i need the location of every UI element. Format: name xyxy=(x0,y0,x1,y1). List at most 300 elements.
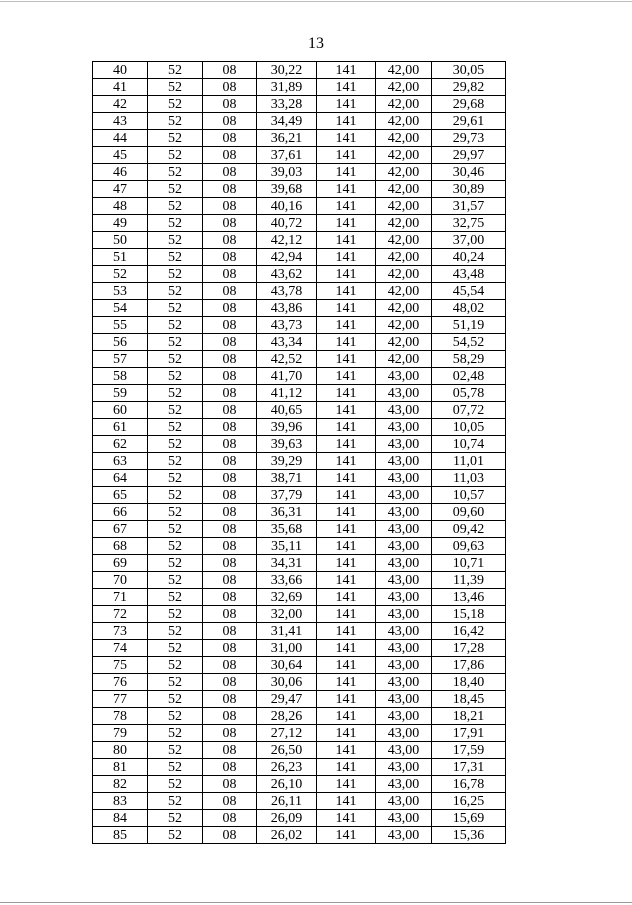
cell-lon-minutes: 42,00 xyxy=(376,79,432,96)
cell-lat-minutes: 08 xyxy=(203,232,257,249)
cell-lon-degrees: 141 xyxy=(317,725,376,742)
cell-lon-degrees: 141 xyxy=(317,215,376,232)
cell-lat-degrees: 52 xyxy=(148,249,203,266)
cell-lat-degrees: 52 xyxy=(148,419,203,436)
cell-lat-degrees: 52 xyxy=(148,810,203,827)
cell-lon-degrees: 141 xyxy=(317,793,376,810)
cell-lon-seconds: 16,25 xyxy=(432,793,506,810)
cell-lat-seconds: 30,64 xyxy=(257,657,317,674)
cell-lat-degrees: 52 xyxy=(148,232,203,249)
cell-lat-seconds: 31,41 xyxy=(257,623,317,640)
table-row xyxy=(93,572,506,589)
cell-lon-seconds: 29,68 xyxy=(432,96,506,113)
cell-lon-minutes: 43,00 xyxy=(376,674,432,691)
cell-lat-seconds: 31,00 xyxy=(257,640,317,657)
cell-lon-seconds: 05,78 xyxy=(432,385,506,402)
cell-point-number: 80 xyxy=(93,742,148,759)
cell-lat-minutes: 08 xyxy=(203,436,257,453)
cell-lon-degrees: 141 xyxy=(317,521,376,538)
cell-lon-minutes: 43,00 xyxy=(376,759,432,776)
cell-lon-degrees: 141 xyxy=(317,113,376,130)
cell-lon-degrees: 141 xyxy=(317,62,376,79)
cell-lat-seconds: 41,70 xyxy=(257,368,317,385)
cell-lat-seconds: 26,11 xyxy=(257,793,317,810)
cell-lat-degrees: 52 xyxy=(148,300,203,317)
cell-lat-seconds: 33,66 xyxy=(257,572,317,589)
cell-point-number: 47 xyxy=(93,181,148,198)
cell-point-number: 59 xyxy=(93,385,148,402)
cell-lat-minutes: 08 xyxy=(203,742,257,759)
cell-point-number: 64 xyxy=(93,470,148,487)
table-row xyxy=(93,623,506,640)
cell-point-number: 62 xyxy=(93,436,148,453)
cell-lat-seconds: 42,52 xyxy=(257,351,317,368)
cell-lon-minutes: 42,00 xyxy=(376,215,432,232)
cell-lon-minutes: 43,00 xyxy=(376,504,432,521)
cell-lon-seconds: 13,46 xyxy=(432,589,506,606)
cell-lat-seconds: 37,79 xyxy=(257,487,317,504)
cell-lon-seconds: 15,69 xyxy=(432,810,506,827)
cell-point-number: 51 xyxy=(93,249,148,266)
cell-lat-seconds: 34,31 xyxy=(257,555,317,572)
cell-lat-degrees: 52 xyxy=(148,215,203,232)
cell-lat-seconds: 26,50 xyxy=(257,742,317,759)
table-row xyxy=(93,725,506,742)
cell-point-number: 43 xyxy=(93,113,148,130)
cell-point-number: 42 xyxy=(93,96,148,113)
cell-point-number: 71 xyxy=(93,589,148,606)
table-row xyxy=(93,606,506,623)
cell-lon-seconds: 17,91 xyxy=(432,725,506,742)
cell-lon-minutes: 43,00 xyxy=(376,606,432,623)
cell-lat-degrees: 52 xyxy=(148,436,203,453)
cell-lon-minutes: 43,00 xyxy=(376,589,432,606)
cell-point-number: 54 xyxy=(93,300,148,317)
cell-lat-minutes: 08 xyxy=(203,827,257,844)
table-row xyxy=(93,79,506,96)
table-row xyxy=(93,776,506,793)
cell-lon-degrees: 141 xyxy=(317,623,376,640)
cell-point-number: 67 xyxy=(93,521,148,538)
cell-lat-minutes: 08 xyxy=(203,283,257,300)
cell-lon-seconds: 29,82 xyxy=(432,79,506,96)
cell-point-number: 83 xyxy=(93,793,148,810)
cell-lon-degrees: 141 xyxy=(317,317,376,334)
cell-lat-minutes: 08 xyxy=(203,249,257,266)
cell-lat-seconds: 39,29 xyxy=(257,453,317,470)
cell-lat-degrees: 52 xyxy=(148,504,203,521)
cell-lon-degrees: 141 xyxy=(317,827,376,844)
table-row xyxy=(93,657,506,674)
cell-lat-seconds: 35,11 xyxy=(257,538,317,555)
cell-lat-minutes: 08 xyxy=(203,810,257,827)
table-row xyxy=(93,589,506,606)
cell-lon-degrees: 141 xyxy=(317,266,376,283)
cell-lat-seconds: 35,68 xyxy=(257,521,317,538)
cell-lat-minutes: 08 xyxy=(203,555,257,572)
cell-lat-minutes: 08 xyxy=(203,487,257,504)
cell-lat-seconds: 36,31 xyxy=(257,504,317,521)
cell-lat-minutes: 08 xyxy=(203,691,257,708)
table-row xyxy=(93,181,506,198)
cell-lon-minutes: 42,00 xyxy=(376,300,432,317)
cell-lon-degrees: 141 xyxy=(317,351,376,368)
cell-lat-minutes: 08 xyxy=(203,96,257,113)
cell-lat-minutes: 08 xyxy=(203,130,257,147)
cell-lat-degrees: 52 xyxy=(148,385,203,402)
cell-lat-minutes: 08 xyxy=(203,368,257,385)
cell-lon-seconds: 51,19 xyxy=(432,317,506,334)
cell-lat-degrees: 52 xyxy=(148,776,203,793)
cell-lat-degrees: 52 xyxy=(148,759,203,776)
cell-lat-minutes: 08 xyxy=(203,606,257,623)
cell-lat-minutes: 08 xyxy=(203,419,257,436)
table-row xyxy=(93,521,506,538)
table-row xyxy=(93,453,506,470)
cell-point-number: 53 xyxy=(93,283,148,300)
cell-lon-minutes: 43,00 xyxy=(376,776,432,793)
cell-lat-seconds: 42,12 xyxy=(257,232,317,249)
cell-lat-minutes: 08 xyxy=(203,793,257,810)
cell-lon-seconds: 15,36 xyxy=(432,827,506,844)
cell-lat-seconds: 27,12 xyxy=(257,725,317,742)
cell-lat-degrees: 52 xyxy=(148,351,203,368)
cell-lon-seconds: 02,48 xyxy=(432,368,506,385)
cell-lat-seconds: 39,03 xyxy=(257,164,317,181)
cell-lon-minutes: 43,00 xyxy=(376,657,432,674)
cell-lon-seconds: 15,18 xyxy=(432,606,506,623)
table-row xyxy=(93,164,506,181)
cell-lon-degrees: 141 xyxy=(317,181,376,198)
cell-lat-seconds: 36,21 xyxy=(257,130,317,147)
cell-lat-minutes: 08 xyxy=(203,317,257,334)
table-row xyxy=(93,759,506,776)
cell-lon-seconds: 11,01 xyxy=(432,453,506,470)
cell-lat-degrees: 52 xyxy=(148,572,203,589)
cell-lat-degrees: 52 xyxy=(148,164,203,181)
cell-lat-minutes: 08 xyxy=(203,79,257,96)
table-row xyxy=(93,708,506,725)
table-row xyxy=(93,215,506,232)
cell-lat-minutes: 08 xyxy=(203,470,257,487)
cell-lat-seconds: 43,78 xyxy=(257,283,317,300)
cell-lon-degrees: 141 xyxy=(317,691,376,708)
table-row xyxy=(93,504,506,521)
cell-lat-seconds: 40,16 xyxy=(257,198,317,215)
cell-lon-seconds: 17,28 xyxy=(432,640,506,657)
table-row xyxy=(93,742,506,759)
table-row xyxy=(93,640,506,657)
cell-point-number: 60 xyxy=(93,402,148,419)
cell-lat-seconds: 26,23 xyxy=(257,759,317,776)
cell-lat-degrees: 52 xyxy=(148,470,203,487)
cell-lon-minutes: 43,00 xyxy=(376,436,432,453)
table-row xyxy=(93,351,506,368)
cell-lon-minutes: 43,00 xyxy=(376,419,432,436)
cell-lat-seconds: 26,02 xyxy=(257,827,317,844)
table-row xyxy=(93,385,506,402)
cell-lon-seconds: 30,46 xyxy=(432,164,506,181)
cell-point-number: 84 xyxy=(93,810,148,827)
cell-lat-minutes: 08 xyxy=(203,453,257,470)
cell-lon-seconds: 32,75 xyxy=(432,215,506,232)
table-row xyxy=(93,317,506,334)
cell-lat-minutes: 08 xyxy=(203,266,257,283)
cell-lat-degrees: 52 xyxy=(148,691,203,708)
cell-lon-minutes: 43,00 xyxy=(376,623,432,640)
cell-lat-seconds: 40,65 xyxy=(257,402,317,419)
cell-lat-degrees: 52 xyxy=(148,181,203,198)
cell-lon-seconds: 09,60 xyxy=(432,504,506,521)
cell-lon-degrees: 141 xyxy=(317,589,376,606)
cell-point-number: 70 xyxy=(93,572,148,589)
table-row xyxy=(93,232,506,249)
cell-lon-minutes: 42,00 xyxy=(376,113,432,130)
cell-lat-degrees: 52 xyxy=(148,198,203,215)
cell-lon-minutes: 43,00 xyxy=(376,487,432,504)
cell-lat-minutes: 08 xyxy=(203,589,257,606)
cell-lon-minutes: 42,00 xyxy=(376,283,432,300)
cell-lon-seconds: 07,72 xyxy=(432,402,506,419)
cell-lon-seconds: 11,03 xyxy=(432,470,506,487)
cell-lat-degrees: 52 xyxy=(148,266,203,283)
cell-lat-minutes: 08 xyxy=(203,402,257,419)
cell-lon-degrees: 141 xyxy=(317,300,376,317)
cell-lon-seconds: 30,89 xyxy=(432,181,506,198)
cell-lon-seconds: 54,52 xyxy=(432,334,506,351)
cell-point-number: 69 xyxy=(93,555,148,572)
cell-lat-seconds: 29,47 xyxy=(257,691,317,708)
cell-lat-degrees: 52 xyxy=(148,555,203,572)
cell-lon-degrees: 141 xyxy=(317,79,376,96)
cell-point-number: 75 xyxy=(93,657,148,674)
coordinates-table xyxy=(92,61,506,844)
cell-point-number: 57 xyxy=(93,351,148,368)
cell-lat-degrees: 52 xyxy=(148,708,203,725)
cell-point-number: 40 xyxy=(93,62,148,79)
cell-lon-degrees: 141 xyxy=(317,96,376,113)
cell-point-number: 74 xyxy=(93,640,148,657)
cell-lat-degrees: 52 xyxy=(148,640,203,657)
cell-point-number: 73 xyxy=(93,623,148,640)
cell-lon-seconds: 16,78 xyxy=(432,776,506,793)
cell-lat-seconds: 32,69 xyxy=(257,589,317,606)
cell-point-number: 68 xyxy=(93,538,148,555)
cell-lon-minutes: 42,00 xyxy=(376,62,432,79)
cell-lon-degrees: 141 xyxy=(317,402,376,419)
table-row xyxy=(93,266,506,283)
cell-point-number: 76 xyxy=(93,674,148,691)
cell-lat-minutes: 08 xyxy=(203,538,257,555)
cell-lon-minutes: 43,00 xyxy=(376,368,432,385)
cell-lat-minutes: 08 xyxy=(203,776,257,793)
table-row xyxy=(93,113,506,130)
cell-lon-degrees: 141 xyxy=(317,283,376,300)
cell-lat-minutes: 08 xyxy=(203,572,257,589)
cell-point-number: 44 xyxy=(93,130,148,147)
cell-lat-minutes: 08 xyxy=(203,334,257,351)
cell-lat-minutes: 08 xyxy=(203,198,257,215)
cell-point-number: 66 xyxy=(93,504,148,521)
cell-lon-degrees: 141 xyxy=(317,147,376,164)
cell-lon-degrees: 141 xyxy=(317,368,376,385)
cell-lat-minutes: 08 xyxy=(203,385,257,402)
coordinates-table-body xyxy=(93,62,506,844)
cell-lat-minutes: 08 xyxy=(203,657,257,674)
cell-point-number: 77 xyxy=(93,691,148,708)
cell-lat-minutes: 08 xyxy=(203,215,257,232)
cell-lat-degrees: 52 xyxy=(148,657,203,674)
cell-point-number: 52 xyxy=(93,266,148,283)
cell-point-number: 58 xyxy=(93,368,148,385)
cell-lat-minutes: 08 xyxy=(203,113,257,130)
cell-lon-seconds: 17,86 xyxy=(432,657,506,674)
cell-lon-minutes: 42,00 xyxy=(376,147,432,164)
cell-lon-seconds: 17,31 xyxy=(432,759,506,776)
cell-point-number: 46 xyxy=(93,164,148,181)
cell-lon-degrees: 141 xyxy=(317,198,376,215)
cell-lon-seconds: 43,48 xyxy=(432,266,506,283)
cell-lat-minutes: 08 xyxy=(203,147,257,164)
cell-lat-seconds: 26,09 xyxy=(257,810,317,827)
cell-lat-degrees: 52 xyxy=(148,793,203,810)
cell-point-number: 79 xyxy=(93,725,148,742)
table-row xyxy=(93,436,506,453)
cell-point-number: 81 xyxy=(93,759,148,776)
cell-lat-degrees: 52 xyxy=(148,62,203,79)
cell-lat-seconds: 43,86 xyxy=(257,300,317,317)
cell-lat-degrees: 52 xyxy=(148,487,203,504)
cell-lon-degrees: 141 xyxy=(317,555,376,572)
cell-lat-minutes: 08 xyxy=(203,181,257,198)
cell-lon-degrees: 141 xyxy=(317,334,376,351)
cell-lat-degrees: 52 xyxy=(148,606,203,623)
cell-lon-seconds: 40,24 xyxy=(432,249,506,266)
cell-point-number: 49 xyxy=(93,215,148,232)
table-row xyxy=(93,793,506,810)
table-row xyxy=(93,249,506,266)
cell-lon-degrees: 141 xyxy=(317,504,376,521)
table-row xyxy=(93,555,506,572)
cell-lat-seconds: 31,89 xyxy=(257,79,317,96)
cell-lon-seconds: 29,61 xyxy=(432,113,506,130)
cell-lon-degrees: 141 xyxy=(317,674,376,691)
cell-lat-degrees: 52 xyxy=(148,538,203,555)
cell-lat-seconds: 26,10 xyxy=(257,776,317,793)
cell-lon-seconds: 09,42 xyxy=(432,521,506,538)
cell-lon-degrees: 141 xyxy=(317,810,376,827)
cell-lat-seconds: 39,96 xyxy=(257,419,317,436)
table-row xyxy=(93,62,506,79)
cell-lon-seconds: 18,21 xyxy=(432,708,506,725)
cell-lat-seconds: 43,62 xyxy=(257,266,317,283)
cell-lat-degrees: 52 xyxy=(148,742,203,759)
cell-point-number: 65 xyxy=(93,487,148,504)
cell-lon-degrees: 141 xyxy=(317,572,376,589)
cell-lat-seconds: 40,72 xyxy=(257,215,317,232)
cell-lon-minutes: 42,00 xyxy=(376,334,432,351)
cell-lon-minutes: 42,00 xyxy=(376,317,432,334)
cell-lat-seconds: 37,61 xyxy=(257,147,317,164)
cell-lon-seconds: 10,57 xyxy=(432,487,506,504)
cell-lat-seconds: 38,71 xyxy=(257,470,317,487)
cell-point-number: 41 xyxy=(93,79,148,96)
cell-lon-minutes: 43,00 xyxy=(376,521,432,538)
cell-lat-degrees: 52 xyxy=(148,368,203,385)
cell-point-number: 78 xyxy=(93,708,148,725)
cell-lat-minutes: 08 xyxy=(203,708,257,725)
cell-lon-minutes: 43,00 xyxy=(376,708,432,725)
cell-lon-minutes: 43,00 xyxy=(376,640,432,657)
cell-lon-degrees: 141 xyxy=(317,640,376,657)
cell-lon-minutes: 43,00 xyxy=(376,402,432,419)
bottom-scan-edge xyxy=(0,902,632,903)
cell-lon-minutes: 43,00 xyxy=(376,538,432,555)
cell-lat-degrees: 52 xyxy=(148,317,203,334)
cell-lon-minutes: 42,00 xyxy=(376,266,432,283)
cell-lat-minutes: 08 xyxy=(203,521,257,538)
cell-lat-degrees: 52 xyxy=(148,283,203,300)
cell-lat-degrees: 52 xyxy=(148,521,203,538)
cell-lon-seconds: 18,40 xyxy=(432,674,506,691)
cell-lon-seconds: 11,39 xyxy=(432,572,506,589)
cell-lon-minutes: 43,00 xyxy=(376,470,432,487)
table-row xyxy=(93,334,506,351)
cell-lat-seconds: 39,63 xyxy=(257,436,317,453)
cell-lon-minutes: 42,00 xyxy=(376,232,432,249)
cell-lat-minutes: 08 xyxy=(203,623,257,640)
table-row xyxy=(93,130,506,147)
cell-point-number: 63 xyxy=(93,453,148,470)
cell-lat-minutes: 08 xyxy=(203,62,257,79)
table-row xyxy=(93,691,506,708)
cell-lon-minutes: 43,00 xyxy=(376,453,432,470)
cell-lon-seconds: 10,71 xyxy=(432,555,506,572)
page-number: 13 xyxy=(308,35,324,52)
cell-lat-degrees: 52 xyxy=(148,623,203,640)
table-row xyxy=(93,402,506,419)
cell-lat-degrees: 52 xyxy=(148,147,203,164)
cell-lon-seconds: 31,57 xyxy=(432,198,506,215)
cell-lon-minutes: 42,00 xyxy=(376,198,432,215)
cell-lon-degrees: 141 xyxy=(317,453,376,470)
cell-lon-degrees: 141 xyxy=(317,470,376,487)
cell-lon-degrees: 141 xyxy=(317,759,376,776)
cell-point-number: 85 xyxy=(93,827,148,844)
cell-lat-degrees: 52 xyxy=(148,402,203,419)
cell-lon-degrees: 141 xyxy=(317,487,376,504)
cell-lon-minutes: 43,00 xyxy=(376,385,432,402)
cell-lat-minutes: 08 xyxy=(203,300,257,317)
cell-lat-minutes: 08 xyxy=(203,504,257,521)
cell-lat-seconds: 30,06 xyxy=(257,674,317,691)
table-row xyxy=(93,283,506,300)
cell-lat-degrees: 52 xyxy=(148,725,203,742)
cell-lon-minutes: 43,00 xyxy=(376,827,432,844)
cell-lat-seconds: 28,26 xyxy=(257,708,317,725)
table-row xyxy=(93,96,506,113)
cell-lon-seconds: 17,59 xyxy=(432,742,506,759)
cell-lat-seconds: 30,22 xyxy=(257,62,317,79)
cell-lon-minutes: 42,00 xyxy=(376,249,432,266)
cell-lon-seconds: 18,45 xyxy=(432,691,506,708)
cell-point-number: 72 xyxy=(93,606,148,623)
cell-lon-seconds: 30,05 xyxy=(432,62,506,79)
cell-lat-degrees: 52 xyxy=(148,334,203,351)
cell-point-number: 45 xyxy=(93,147,148,164)
cell-lon-minutes: 43,00 xyxy=(376,555,432,572)
cell-lat-minutes: 08 xyxy=(203,351,257,368)
